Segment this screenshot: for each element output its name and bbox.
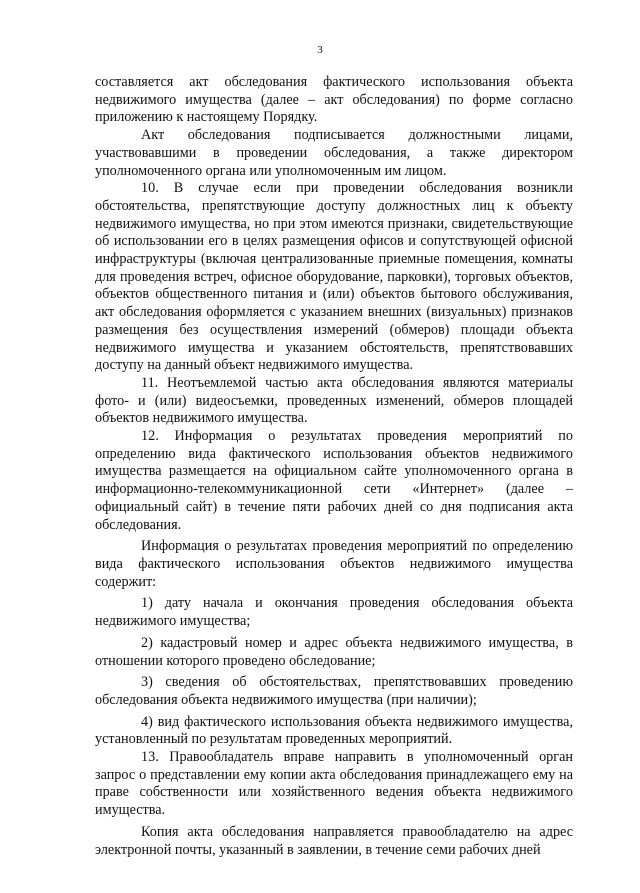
paragraph-item-10: 10. В случае если при проведении обследования возникли обстоятельства, препятствующие доступу должностных лиц к объекту недвижимого имущества, но при этом имеются признаки, свидетельствующие об использовании его в целях размещения офисов и сопутствующей офисной инфраструктуры (включая централизованные приемные помещения, комнаты для проведения встреч, офисное оборудование, парковки), торговых объектов, объектов общественного питания и (или) объектов бытового обслуживания, акт обследования оформляется с указанием внешних (визуальных) признаков размещения без осуществления измерений (обмеров) площади объекта недвижимого имущества и указанием обстоятельств, препятствовавших доступу на данный объект недвижимого имущества. — [95, 180, 573, 374]
list-item-2: 2) кадастровый номер и адрес объекта недвижимого имущества, в отношении которого проведено обследование; — [95, 634, 573, 669]
paragraph-item-11: 11. Неотъемлемой частью акта обследования являются материалы фото- и (или) видеосъемки, проведенных изменений, обмеров площадей объектов недвижимого имущества. — [95, 374, 573, 427]
paragraph-act-signing: Акт обследования подписывается должностными лицами, участвовавшими в проведении обследования, а также директором уполномоченного органа или уполномоченным им лицом. — [95, 127, 573, 179]
list-item-1: 1) дату начала и окончания проведения обследования объекта недвижимого имущества; — [95, 595, 573, 630]
paragraph-copy-delivery: Копия акта обследования направляется правообладателю на адрес электронной почты, указанный в заявлении, в течение семи рабочих дней — [95, 823, 573, 858]
page-number: 3 — [317, 44, 323, 56]
document-body — [95, 74, 573, 859]
list-item-4: 4) вид фактического использования объекта недвижимого имущества, установленный по результатам проведенных мероприятий. — [95, 713, 573, 748]
list-item-3: 3) сведения об обстоятельствах, препятствовавших проведению обследования объекта недвижимого имущества (при наличии); — [95, 674, 573, 708]
paragraph-item-12: 12. Информация о результатах проведения мероприятий по определению вида фактического использования объектов недвижимого имущества размещается на официальном сайте уполномоченного органа в информационно-телекоммуникационной сети «Интернет» (далее – официальный сайт) в течение пяти рабочих дней со дня подписания акта обследования. — [95, 428, 573, 533]
paragraph-continuation: составляется акт обследования фактического использования объекта недвижимого имущества (далее – акт обследования) по форме согласно приложению к настоящему Порядку. — [95, 74, 573, 126]
paragraph-item-13: 13. Правообладатель вправе направить в уполномоченный орган запрос о представлении ему копии акта обследования принадлежащего ему на праве собственности или хозяйственного ведения объекта недвижимого имущества. — [95, 749, 573, 819]
paragraph-info-contents: Информация о результатах проведения мероприятий по определению вида фактического использования объектов недвижимого имущества содержит: — [95, 538, 573, 590]
